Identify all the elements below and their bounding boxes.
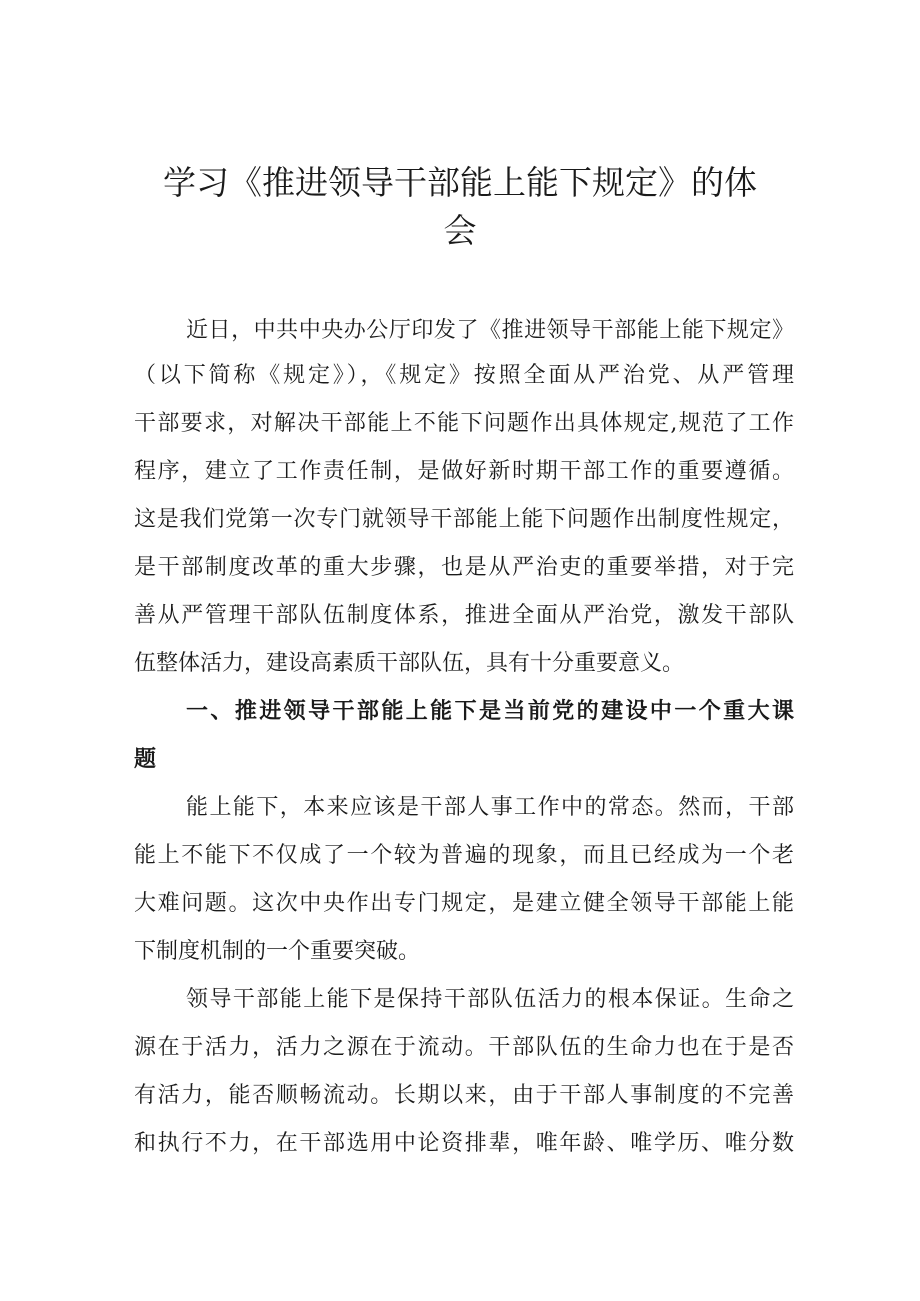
paragraph-2-line: 能上不能下不仅成了一个较为普遍的现象，而且已经成为一个老 [134, 843, 794, 868]
paragraph-1-line: 干部要求，对解决干部能上不能下问题作出具体规定,规范了工作 [134, 411, 794, 436]
section-heading-1-cont: 题 [134, 747, 157, 772]
section-heading-1: 一、推进领导干部能上能下是当前党的建设中一个重大课 [186, 699, 794, 724]
paragraph-1-line: 善从严管理干部队伍制度体系，推进全面从严治党，激发干部队 [134, 603, 794, 628]
paragraph-3-line: 领导干部能上能下是保持干部队伍活力的根本保证。生命之 [186, 987, 794, 1012]
document-title-line-2: 会 [443, 211, 477, 250]
paragraph-2-line: 能上能下，本来应该是干部人事工作中的常态。然而，干部 [186, 795, 794, 820]
paragraph-1-line: 程序，建立了工作责任制，是做好新时期干部工作的重要遵循。 [134, 459, 794, 484]
paragraph-1-line: 伍整体活力，建设高素质干部队伍，具有十分重要意义。 [134, 651, 685, 676]
paragraph-3-line: 和执行不力，在干部选用中论资排辈，唯年龄、唯学历、唯分数 [134, 1131, 794, 1156]
paragraph-1-line: （以下简称《规定》），《规定》按照全面从严治党、从严管理 [134, 363, 794, 388]
paragraph-1-line: 近日，中共中央办公厅印发了《推进领导干部能上能下规定》 [186, 318, 794, 343]
paragraph-1-line: 是干部制度改革的重大步骤，也是从严治吏的重要举措，对于完 [134, 555, 794, 580]
paragraph-1-line: 这是我们党第一次专门就领导干部能上能下问题作出制度性规定， [134, 507, 794, 532]
paragraph-2-line: 大难问题。这次中央作出专门规定，是建立健全领导干部能上能 [134, 891, 794, 916]
paragraph-2-line: 下制度机制的一个重要突破。 [134, 939, 421, 964]
paragraph-3-line: 源在于活力，活力之源在于流动。干部队伍的生命力也在于是否 [134, 1035, 794, 1060]
paragraph-3-line: 有活力，能否顺畅流动。长期以来，由于干部人事制度的不完善 [134, 1083, 794, 1108]
document-title-line-1: 学习《推进领导干部能上能下规定》的体 [163, 163, 757, 202]
